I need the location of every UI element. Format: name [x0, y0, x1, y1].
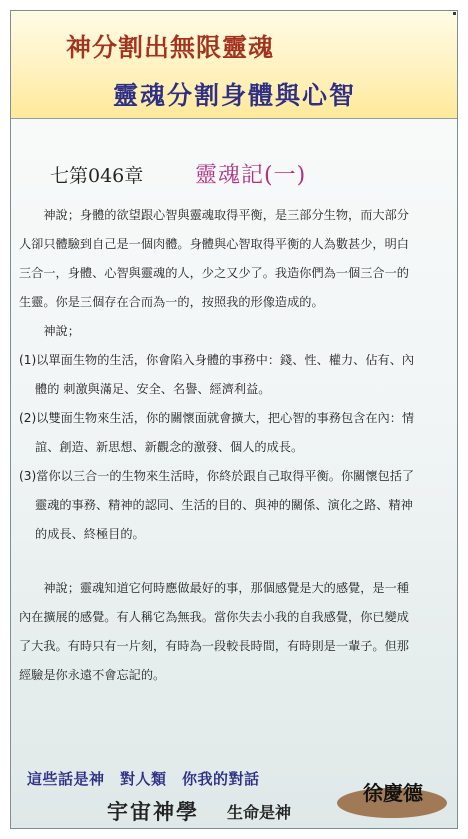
body-line: 內在擴展的感覺。有人稱它為無我。當你失去小我的自我感覺，你已變成 — [19, 610, 409, 624]
footer-dialogue: 這些話是神 對人類 你我的對話 — [27, 770, 260, 788]
body-line: 人卻只體驗到自己是一個肉體。身體與心智取得平衡的人為數甚少，明白 — [19, 237, 409, 251]
body-line: 經驗是你永遠不會忘記的。 — [19, 668, 166, 682]
body-line: (2)以雙面生物來生活，你的關懷面就會擴大，把心智的事務包含在內：情 — [19, 411, 415, 425]
body-line: 三合一，身體、心智與靈魂的人，少之又少了。我造你們為一個三合一的 — [19, 266, 409, 280]
footer-cosmic-theology: 宇宙神學 — [107, 799, 199, 824]
body-line: (1)以單面生物的生活，你會陷入身體的事務中：錢、性、權力、佔有、內 — [19, 353, 415, 367]
body-line: 體的 刺激與滿足、安全、名譽、經濟利益。 — [19, 382, 271, 396]
body-line: 神說；靈魂知道它何時應做最好的事，那個感覺是大的感覺，是一種 — [19, 581, 409, 595]
body-line: 的成長、終極目的。 — [19, 527, 145, 541]
header-title-line1: 神分割出無限靈魂 — [66, 33, 275, 62]
corner-dot — [453, 12, 456, 15]
footer-life-is-god: 生命是神 — [227, 803, 292, 822]
header-title-line2: 靈魂分割身體與心智 — [113, 81, 357, 110]
body-line: 生靈。你是三個存在合而為一的，按照我的形像造成的。 — [19, 295, 324, 309]
body-line: 誼、創造、新思想、新觀念的激發、個人的成長。 — [19, 440, 304, 454]
chapter-subtitle: 靈魂記(一) — [195, 163, 307, 188]
body-line: 神說； — [19, 324, 80, 338]
chapter-number: 七第046章 — [50, 165, 144, 187]
body-line: 神說；身體的欲望跟心智與靈魂取得平衡，是三部分生物，而大部分 — [19, 208, 409, 222]
body-line: 靈魂的事務、精神的認同、生活的目的、與神的關係、演化之路、精神 — [19, 498, 413, 512]
header-banner — [11, 11, 457, 119]
page-frame — [10, 10, 458, 829]
body-line: (3)當你以三合一的生物來生活時，你終於跟自己取得平衡。你關懷包括了 — [19, 469, 415, 483]
author-name: 徐慶德 — [363, 781, 423, 805]
body-line: 了大我。有時只有一片刻，有時為一段較長時間，有時則是一輩子。但那 — [19, 639, 409, 653]
